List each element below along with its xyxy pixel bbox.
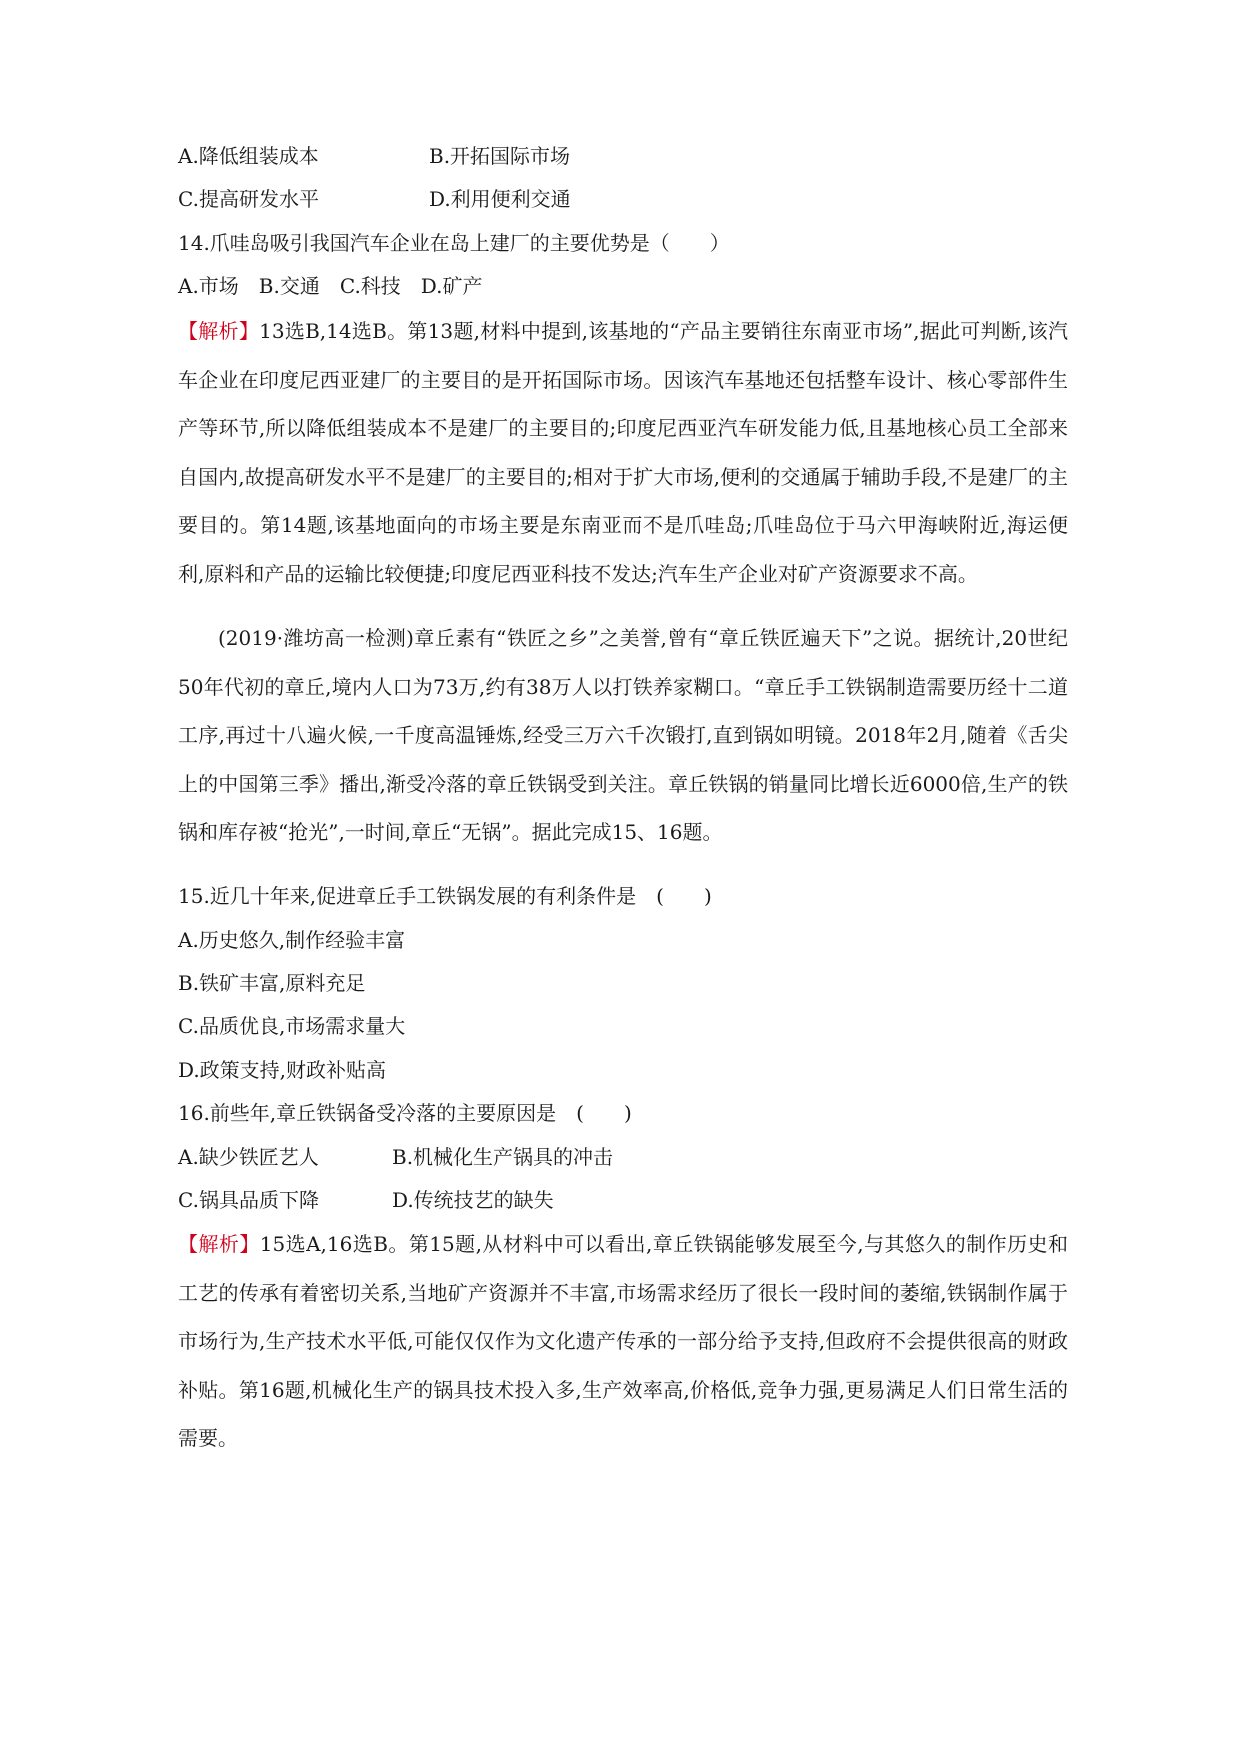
q15-option-a: A.历史悠久,制作经验丰富: [178, 928, 406, 952]
analysis-tag: 【解析】: [178, 319, 260, 343]
q15-option-c: C.品质优良,市场需求量大: [178, 1014, 406, 1038]
q15-option-b: B.铁矿丰富,原料充足: [178, 971, 366, 995]
q16-option-a: A.缺少铁匠艺人: [178, 1145, 319, 1169]
q14-options: A.市场 B.交通 C.科技 D.矿产: [178, 274, 483, 298]
q13-option-d: D.利用便利交通: [429, 187, 571, 211]
q13-option-a: A.降低组装成本: [178, 144, 319, 168]
q13-option-c: C.提高研发水平: [178, 187, 319, 211]
q16-stem: 16.前些年,章丘铁锅备受冷落的主要原因是 ( ): [178, 1101, 632, 1125]
q13-option-b: B.开拓国际市场: [429, 144, 571, 168]
analysis-15-16: [178, 1220, 1068, 1463]
analysis-13-14: [178, 307, 1068, 598]
q15-stem: 15.近几十年来,促进章丘手工铁锅发展的有利条件是 ( ): [178, 884, 712, 908]
q14-stem: 14.爪哇岛吸引我国汽车企业在岛上建厂的主要优势是（ ）: [178, 231, 730, 255]
q16-option-c: C.锅具品质下降: [178, 1188, 319, 1212]
q16-option-b: B.机械化生产锅具的冲击: [392, 1145, 614, 1169]
analysis-tag: 【解析】: [178, 1232, 260, 1256]
q16-option-d: D.传统技艺的缺失: [392, 1188, 554, 1212]
analysis-text: 13选B,14选B。第13题,材料中提到,该基地的“产品主要销往东南亚市场”,据此可判断,该汽车企业在印度尼西亚建厂的主要目的是开拓国际市场。因该汽车基地还包括整车设计、核心零部件生产等环节,所以降低组装成本不是建厂的主要目的;印度尼西亚汽车研发能力低,且基地核心员工全部来自国内,故提高研发水平不是建厂的主要目的;相对于扩大市场,便利的交通属于辅助手段,不是建厂的主要目的。第14题,该基地面向的市场主要是东南亚而不是爪哇岛;爪哇岛位于马六甲海峡附近,海运便利,原料和产品的运输比较便捷;印度尼西亚科技不发达;汽车生产企业对矿产资源要求不高。: [178, 319, 1068, 586]
q15-option-d: D.政策支持,财政补贴高: [178, 1058, 387, 1082]
material-paragraph: (2019·潍坊高一检测)章丘素有“铁匠之乡”之美誉,曾有“章丘铁匠遍天下”之说。据统计,20世纪50年代初的章丘,境内人口为73万,约有38万人以打铁养家糊口。“章丘手工铁锅制造需要历经十二道工序,再过十八遍火候,一千度高温锤炼,经受三万六千次锻打,直到锅如明镜。2018年2月,随着《舌尖上的中国第三季》播出,渐受冷落的章丘铁锅受到关注。章丘铁锅的销量同比增长近6000倍,生产的铁锅和库存被“抢光”,一时间,章丘“无锅”。据此完成15、16题。: [178, 626, 1068, 844]
analysis-text: 15选A,16选B。第15题,从材料中可以看出,章丘铁锅能够发展至今,与其悠久的制作历史和工艺的传承有着密切关系,当地矿产资源并不丰富,市场需求经历了很长一段时间的萎缩,铁锅制作属于市场行为,生产技术水平低,可能仅仅作为文化遗产传承的一部分给予支持,但政府不会提供很高的财政补贴。第16题,机械化生产的锅具技术投入多,生产效率高,价格低,竞争力强,更易满足人们日常生活的需要。: [178, 1232, 1069, 1450]
